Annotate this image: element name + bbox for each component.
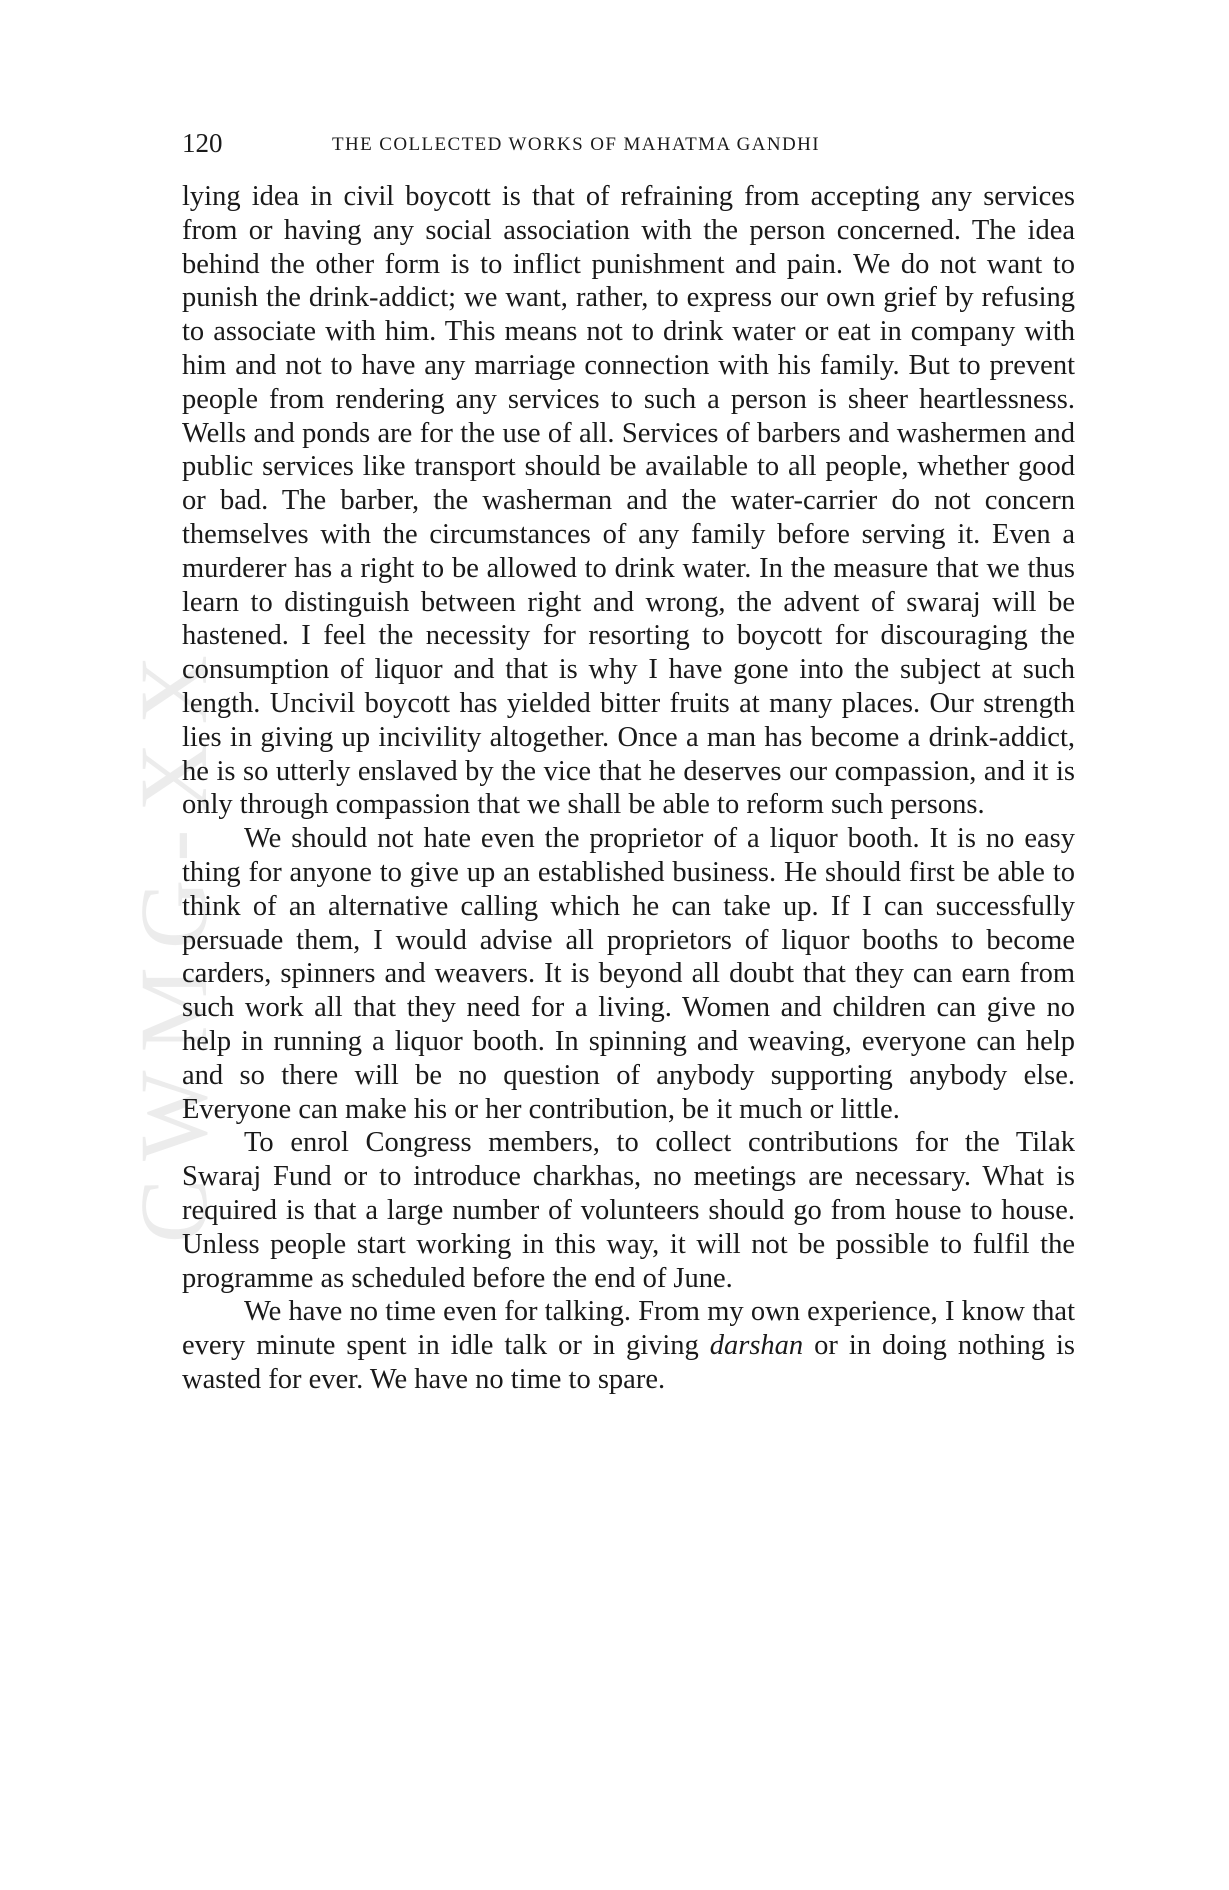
page-header <box>182 128 1072 168</box>
darshan-term: darshan <box>709 1330 804 1362</box>
body-text <box>182 180 1075 1397</box>
paragraph-1: lying idea in civil boycott is that of refraining from accepting any services from or having any social association with the person concerned. The idea behind the other form is to inflict punishment and pain. We do not want to punish the drink-addict; we want, rather, to express our own grief by refusing to associate with him. This means not to drink water or eat in company with him and not to have any marriage connection with his family. But to prevent people from rendering any services to such a person is sheer heartlessness. Wells and ponds are for the use of all. Services of barbers and washermen and public services like transport should be available to all people, whether good or bad. The barber, the washerman and the water-carrier do not concern themselves with the circumstances of any family before serving it. Even a murderer has a right to be allowed to drink water. In the measure that we thus learn to distinguish between right and wrong, the advent of swaraj will be hastened. I feel the necessity for resorting to boycott for discouraging the consumption of liquor and that is why I have gone into the subject at such length. Uncivil boycott has yielded bitter fruits at many places. Our strength lies in giving up incivility altogether. Once a man has become a drink-addict, he is so utterly enslaved by the vice that he deserves our compassion, and it is only through compassion that we shall be able to reform such persons. <box>182 181 1075 821</box>
watermark: CWMG-XX <box>120 637 227 1243</box>
paragraph-4-text-before: We have no time even for talking. From my own experience, I know that every minute spent in idle talk or in giving <box>182 1296 1075 1362</box>
paragraph-2: We should not hate even the proprietor of a liquor booth. It is no easy thing for anyone to give up an established business. He should first be able to think of an alternative calling which he can take up. If I can successfully persuade them, I would advise all proprietors of liquor booths to become carders, spinners and weavers. It is beyond all doubt that they can earn from such work all that they need for a living. Women and children can give no help in running a liquor booth. In spinning and weaving, everyone can help and so there will be no question of anybody supporting anybody else. Everyone can make his or her contribution, be it much or little. <box>182 823 1075 1125</box>
paragraph-4-text-after: or in doing nothing is wasted for ever. We have no time to spare. <box>182 1330 1075 1395</box>
paragraph-4 <box>182 1295 1075 1396</box>
paragraph-3: To enrol Congress members, to collect contributions for the Tilak Swaraj Fund or to introduce charkhas, no meetings are necessary. What is required is that a large number of volunteers should go from house to house. Unless people start working in this way, it will not be possible to fulfil the programme as scheduled before the end of June. <box>182 1127 1075 1294</box>
running-head: THE COLLECTED WORKS OF MAHATMA GANDHI <box>332 134 820 155</box>
page-number: 120 <box>182 128 223 158</box>
